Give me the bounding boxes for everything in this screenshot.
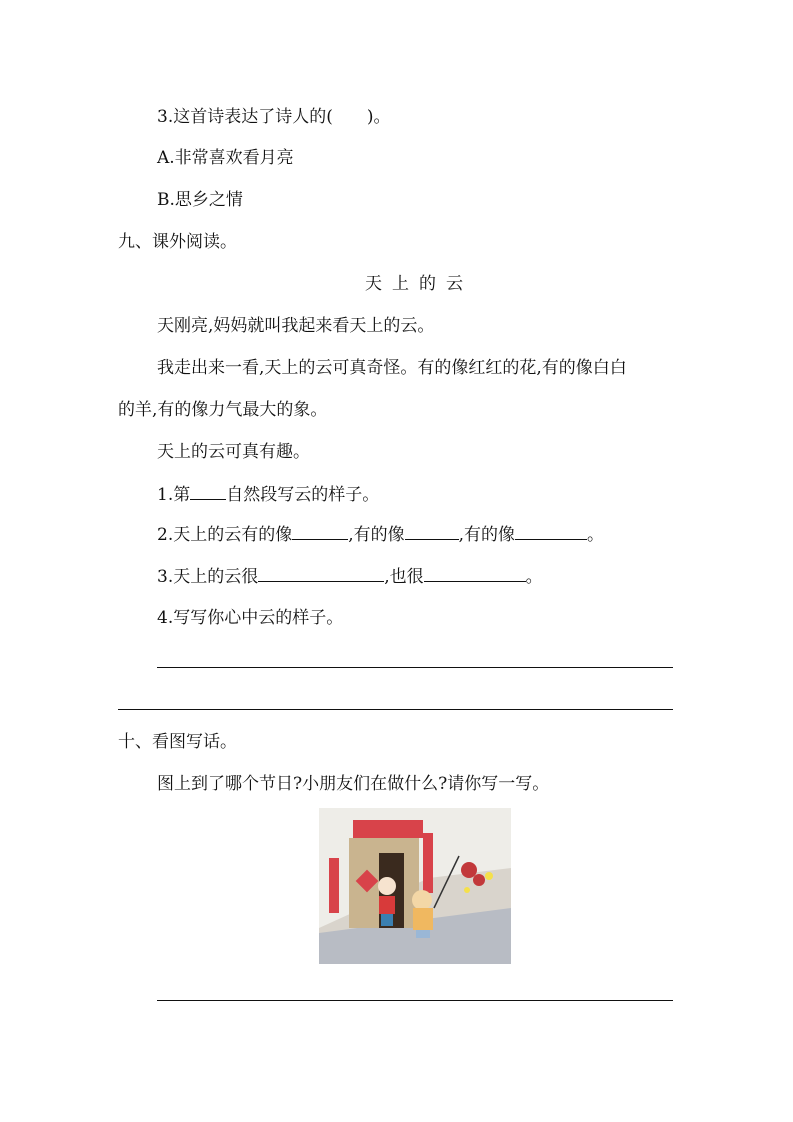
section-10-prompt: 图上到了哪个节日?小朋友们在做什么?请你写一写。 [157,774,550,794]
q1-text-a: 1.第 [157,485,191,505]
q2-text-c: ,有的像 [458,525,516,545]
answer-blank[interactable] [515,523,587,540]
option-b: B.思乡之情 [157,190,243,210]
answer-blank[interactable] [405,523,459,540]
q2-text-b: ,有的像 [348,525,405,545]
q2-text-d: 。 [587,525,605,545]
answer-line[interactable] [118,709,673,710]
q2-text-a: 2.天上的云有的像 [157,525,293,545]
section-9-heading: 九、课外阅读。 [118,232,237,252]
q3-text-c: 。 [525,567,543,587]
question-3 [157,565,543,588]
question-2 [157,523,604,546]
answer-blank[interactable] [424,565,526,582]
answer-blank[interactable] [292,523,348,540]
paragraph-2-cont: 的羊,有的像力气最大的象。 [118,400,328,420]
paragraph-3: 天上的云可真有趣。 [157,442,310,462]
question-3-stem: 3.这首诗表达了诗人的( )。 [157,107,391,127]
answer-line[interactable] [157,1000,673,1001]
question-1 [157,483,379,506]
option-a: A.非常喜欢看月亮 [157,148,294,168]
q3-text-a: 3.天上的云很 [157,567,259,587]
passage-title: 天上的云 [365,274,473,294]
q1-text-b: 自然段写云的样子。 [226,485,380,505]
answer-blank[interactable] [258,565,384,582]
spring-festival-illustration [319,808,511,964]
paragraph-2: 我走出来一看,天上的云可真奇怪。有的像红红的花,有的像白白 [157,358,627,378]
section-10-heading: 十、看图写话。 [118,732,237,752]
q3-text-b: ,也很 [384,567,424,587]
paragraph-1: 天刚亮,妈妈就叫我起来看天上的云。 [157,316,435,336]
answer-line[interactable] [157,667,673,668]
question-4: 4.写写你心中云的样子。 [157,608,344,628]
answer-blank[interactable] [190,483,226,500]
